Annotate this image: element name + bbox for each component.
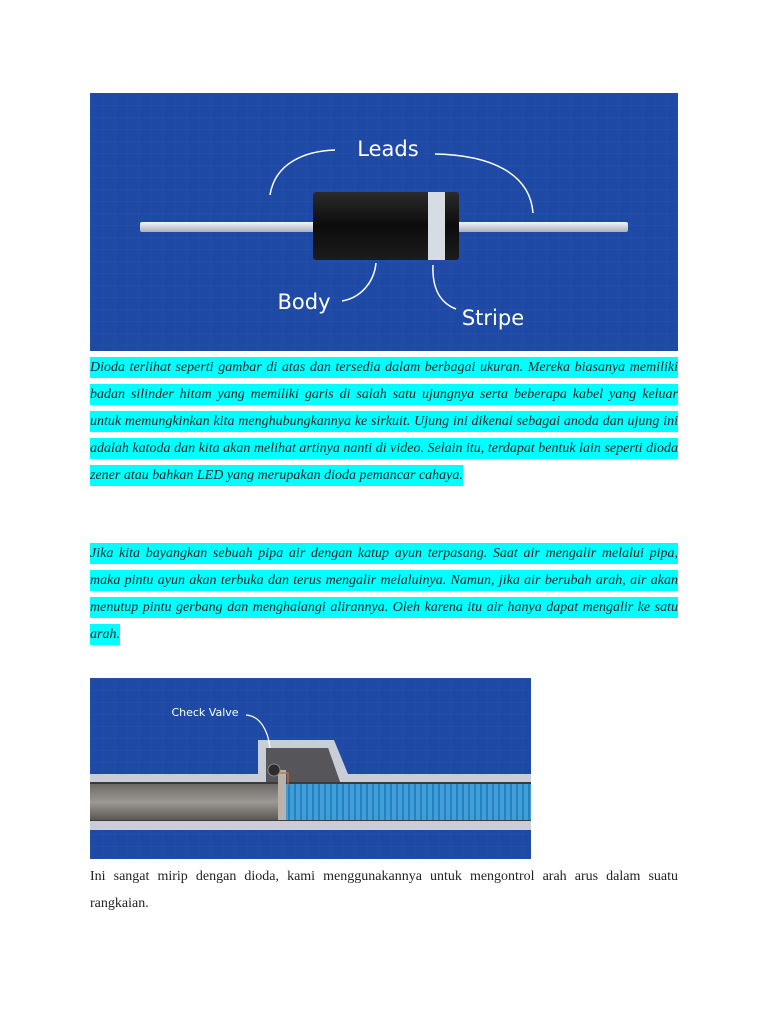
diode-stripe	[428, 192, 445, 260]
valve-hinge	[268, 764, 280, 776]
valve-gate	[278, 770, 286, 820]
diode-lead-left	[140, 222, 320, 232]
check-valve-diagram	[90, 678, 531, 859]
diode-diagram	[90, 93, 678, 351]
paragraph-water-analogy	[90, 540, 678, 648]
leads-label: Leads	[357, 137, 419, 161]
paragraph-diode-description	[90, 354, 678, 489]
water-flow	[284, 784, 531, 820]
highlighted-text: Dioda terlihat seperti gambar di atas dan tersedia dalam berbagai ukuran. Mereka biasanya memiliki badan silinder hitam yang memiliki garis di salah satu ujungnya serta beberapa kabel yang keluar untuk memungkinkan kita menghubungkannya ke sirkuit. Ujung ini dikenal sebagai anoda dan ujung ini adalah katoda dan kita akan melihat artinya nanti di video. Selain itu, terdapat bentuk lain seperti dioda zener atau bahkan LED yang merupakan dioda pemancar cahaya.	[90, 357, 678, 486]
highlighted-text: Jika kita bayangkan sebuah pipa air dengan katup ayun terpasang. Saat air mengalir melalui pipa, maka pintu ayun akan terbuka dan terus mengalir melaluinya. Namun, jika air berubah arah, air akan menutup pintu gerbang dan menghalangi alirannya. Oleh karena itu air hanya dapat mengalir ke satu arah.	[90, 543, 678, 645]
diode-lead-right	[450, 222, 628, 232]
pipe-left	[90, 784, 280, 820]
body-label: Body	[277, 290, 331, 314]
stripe-label: Stripe	[461, 306, 525, 330]
check-valve-label: Check Valve	[171, 706, 239, 719]
paragraph-conclusion: Ini sangat mirip dengan dioda, kami menggunakannya untuk mengontrol arah arus dalam suatu rangkaian.	[90, 869, 678, 911]
